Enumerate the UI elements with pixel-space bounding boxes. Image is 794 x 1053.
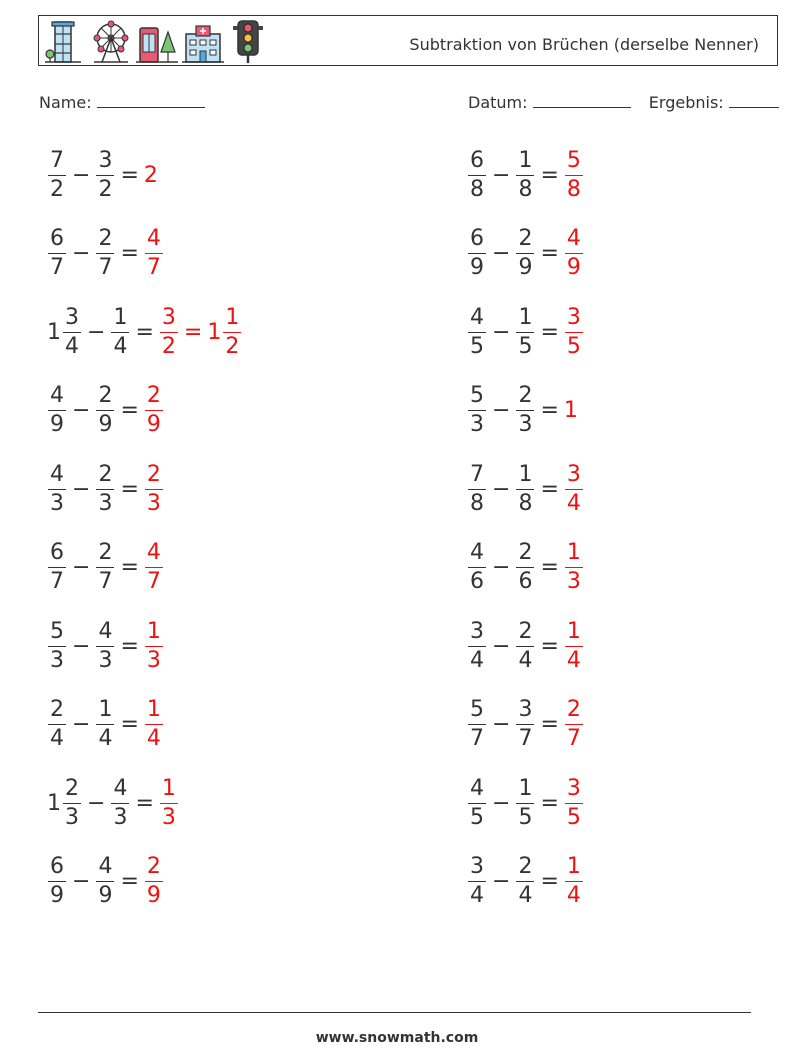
equals-sign: = xyxy=(120,241,139,266)
minus-sign: − xyxy=(492,398,511,423)
numerator: 6 xyxy=(470,226,484,251)
numerator: 1 xyxy=(566,854,581,879)
answer xyxy=(564,304,584,359)
minus-sign: − xyxy=(492,712,511,737)
problem-19 xyxy=(47,852,164,912)
denominator: 4 xyxy=(566,647,581,673)
denominator: 9 xyxy=(470,255,484,280)
answer xyxy=(564,542,584,593)
problem-7 xyxy=(47,381,164,441)
denominator: 4 xyxy=(65,333,79,359)
denominator: 4 xyxy=(566,490,581,516)
footer-url: www.snowmath.com xyxy=(315,1030,479,1046)
equals-sign: = xyxy=(183,319,203,345)
denominator: 7 xyxy=(146,569,161,594)
denominator: 9 xyxy=(566,255,581,280)
equals-sign: = xyxy=(120,162,139,188)
fraction xyxy=(145,228,163,279)
equals-sign: = xyxy=(120,869,139,894)
equals-sign: = xyxy=(540,712,559,737)
answer xyxy=(144,699,164,750)
fraction xyxy=(145,461,163,516)
minus-sign: − xyxy=(72,555,91,580)
denominator: 5 xyxy=(566,804,581,830)
equals-sign: = xyxy=(540,476,559,502)
numerator: 3 xyxy=(98,147,113,173)
fraction xyxy=(96,385,114,436)
numerator: 2 xyxy=(98,461,113,487)
answer xyxy=(159,775,179,830)
minus-sign: − xyxy=(72,869,91,894)
answer xyxy=(564,461,584,516)
fraction xyxy=(96,699,114,750)
numerator: 2 xyxy=(98,383,113,408)
fraction xyxy=(468,856,486,907)
numerator: 1 xyxy=(518,147,533,173)
denominator: 6 xyxy=(470,569,484,594)
integer-value: 1 xyxy=(563,398,578,423)
numerator: 4 xyxy=(470,540,484,565)
numerator: 5 xyxy=(566,147,581,173)
whole-number: 1 xyxy=(47,319,61,345)
numerator: 4 xyxy=(113,775,128,801)
fraction xyxy=(96,542,114,593)
fraction xyxy=(96,461,114,516)
fraction xyxy=(516,542,534,593)
minus-sign: − xyxy=(72,476,91,502)
fraction xyxy=(48,385,66,436)
numerator: 4 xyxy=(566,226,581,251)
numerator: 1 xyxy=(518,461,533,487)
equals-sign: = xyxy=(540,162,559,188)
numerator: 4 xyxy=(98,618,113,644)
numerator: 2 xyxy=(50,697,64,722)
fraction xyxy=(565,699,583,750)
denominator: 3 xyxy=(113,804,128,830)
fraction xyxy=(63,304,81,359)
answer xyxy=(159,304,179,359)
numerator: 4 xyxy=(98,854,113,879)
equals-sign: = xyxy=(540,241,559,266)
minus-sign: − xyxy=(72,241,91,266)
numerator: 2 xyxy=(566,697,581,722)
denominator: 3 xyxy=(98,490,113,516)
numerator: 4 xyxy=(146,540,161,565)
denominator: 7 xyxy=(566,726,581,751)
denominator: 3 xyxy=(566,569,581,594)
fraction xyxy=(145,699,163,750)
numerator: 2 xyxy=(146,461,161,487)
denominator: 3 xyxy=(518,412,533,437)
denominator: 9 xyxy=(98,883,113,908)
fraction xyxy=(565,147,583,202)
answer xyxy=(564,228,584,279)
denominator: 8 xyxy=(470,176,484,202)
denominator: 6 xyxy=(518,569,533,594)
numerator: 2 xyxy=(518,618,533,644)
fraction xyxy=(468,461,486,516)
numerator: 2 xyxy=(65,775,79,801)
numerator: 7 xyxy=(470,461,484,487)
numerator: 1 xyxy=(518,304,533,330)
fraction xyxy=(48,699,66,750)
numerator: 3 xyxy=(161,304,176,330)
minus-sign: − xyxy=(72,398,91,423)
problem-9 xyxy=(47,459,164,519)
answer xyxy=(144,461,164,516)
answer xyxy=(564,618,584,673)
fraction xyxy=(516,461,534,516)
denominator: 8 xyxy=(518,490,533,516)
numerator: 3 xyxy=(566,775,581,801)
denominator: 3 xyxy=(146,647,161,673)
equals-sign: = xyxy=(540,790,559,816)
minus-sign: − xyxy=(492,319,511,345)
fraction xyxy=(516,147,534,202)
fraction xyxy=(565,461,583,516)
numerator: 6 xyxy=(470,147,484,173)
numerator: 3 xyxy=(566,461,581,487)
fraction xyxy=(111,304,129,359)
numerator: 5 xyxy=(470,383,484,408)
numerator: 2 xyxy=(518,540,533,565)
name-label: Name: xyxy=(39,93,92,112)
equals-sign: = xyxy=(120,476,139,502)
numerator: 1 xyxy=(566,618,581,644)
fraction xyxy=(145,856,163,907)
footer-divider xyxy=(38,1012,751,1013)
fraction xyxy=(48,228,66,279)
numerator: 6 xyxy=(50,540,64,565)
fraction xyxy=(565,618,583,673)
minus-sign: − xyxy=(72,633,91,659)
numerator: 5 xyxy=(50,618,64,644)
numerator: 3 xyxy=(470,854,484,879)
fraction xyxy=(111,775,129,830)
fraction xyxy=(160,304,178,359)
denominator: 4 xyxy=(518,647,533,673)
denominator: 4 xyxy=(98,726,113,751)
ferris-wheel-icon xyxy=(90,20,132,64)
problem-17 xyxy=(47,773,179,833)
numerator: 4 xyxy=(50,383,64,408)
equals-sign: = xyxy=(135,790,154,816)
equals-sign: = xyxy=(540,555,559,580)
score-label: Ergebnis: xyxy=(648,93,724,112)
numerator: 1 xyxy=(146,618,161,644)
fraction xyxy=(468,385,486,436)
answer xyxy=(564,699,584,750)
denominator: 9 xyxy=(518,255,533,280)
numerator: 2 xyxy=(146,854,161,879)
name-field xyxy=(39,93,205,112)
score-blank xyxy=(729,93,779,108)
fraction xyxy=(468,147,486,202)
worksheet-header xyxy=(38,15,778,66)
denominator: 3 xyxy=(50,647,64,673)
problem-2 xyxy=(467,145,584,205)
problem-16 xyxy=(467,695,584,755)
whole-number: 1 xyxy=(207,319,222,345)
fraction xyxy=(96,856,114,907)
problem-15 xyxy=(47,695,164,755)
denominator: 2 xyxy=(50,176,64,202)
denominator: 4 xyxy=(113,333,128,359)
fraction xyxy=(145,385,163,436)
fraction xyxy=(516,385,534,436)
denominator: 2 xyxy=(161,333,176,359)
numerator: 2 xyxy=(518,383,533,408)
denominator: 4 xyxy=(50,726,64,751)
minus-sign: − xyxy=(492,241,511,266)
minus-sign: − xyxy=(492,790,511,816)
numerator: 1 xyxy=(146,697,161,722)
equals-sign: = xyxy=(135,319,154,345)
minus-sign: − xyxy=(492,162,511,188)
office-building-icon xyxy=(45,20,85,64)
equals-sign: = xyxy=(540,869,559,894)
fraction xyxy=(468,304,486,359)
numerator: 5 xyxy=(470,697,484,722)
date-label: Datum: xyxy=(468,93,528,112)
fraction xyxy=(516,775,534,830)
minus-sign: − xyxy=(87,319,106,345)
problem-10 xyxy=(467,459,584,519)
name-blank xyxy=(97,93,205,108)
problem-20 xyxy=(467,852,584,912)
traffic-light-icon xyxy=(230,20,266,64)
problem-11 xyxy=(47,538,164,598)
hospital-icon xyxy=(182,20,224,64)
numerator: 1 xyxy=(113,304,128,330)
minus-sign: − xyxy=(492,555,511,580)
problem-6 xyxy=(467,302,584,362)
denominator: 7 xyxy=(50,569,64,594)
denominator: 9 xyxy=(146,883,161,908)
fraction xyxy=(565,542,583,593)
problem-13 xyxy=(47,616,164,676)
numerator: 1 xyxy=(518,775,533,801)
denominator: 5 xyxy=(470,333,484,359)
problem-5 xyxy=(47,302,242,362)
problem-4 xyxy=(467,224,584,284)
numerator: 3 xyxy=(518,697,533,722)
minus-sign: − xyxy=(72,712,91,737)
fraction xyxy=(516,618,534,673)
equals-sign: = xyxy=(120,555,139,580)
minus-sign: − xyxy=(492,633,511,659)
fraction xyxy=(48,618,66,673)
denominator: 8 xyxy=(470,490,484,516)
denominator: 7 xyxy=(50,255,64,280)
answer xyxy=(564,398,578,423)
phone-booth-icon xyxy=(136,20,178,64)
denominator: 3 xyxy=(161,804,176,830)
numerator: 1 xyxy=(225,304,240,330)
denominator: 9 xyxy=(50,412,64,437)
denominator: 5 xyxy=(518,804,533,830)
numerator: 4 xyxy=(50,461,64,487)
problem-18 xyxy=(467,773,584,833)
equals-sign: = xyxy=(120,633,139,659)
equals-sign: = xyxy=(540,633,559,659)
fraction xyxy=(468,228,486,279)
minus-sign: − xyxy=(87,790,106,816)
numerator: 6 xyxy=(50,854,64,879)
denominator: 2 xyxy=(225,333,240,359)
problem-1 xyxy=(47,145,158,205)
fraction xyxy=(516,856,534,907)
denominator: 4 xyxy=(518,883,533,908)
numerator: 2 xyxy=(518,854,533,879)
numerator: 1 xyxy=(566,540,581,565)
denominator: 4 xyxy=(566,883,581,908)
equals-sign: = xyxy=(120,712,139,737)
numerator: 2 xyxy=(518,226,533,251)
answer xyxy=(144,163,158,188)
numerator: 7 xyxy=(50,147,64,173)
fraction xyxy=(63,775,81,830)
denominator: 5 xyxy=(566,333,581,359)
whole-number: 1 xyxy=(47,790,61,816)
denominator: 9 xyxy=(50,883,64,908)
fraction xyxy=(468,699,486,750)
fraction xyxy=(468,618,486,673)
fraction xyxy=(565,856,583,907)
denominator: 9 xyxy=(146,412,161,437)
date-score-fields xyxy=(468,93,779,112)
numerator: 6 xyxy=(50,226,64,251)
numerator: 2 xyxy=(146,383,161,408)
fraction xyxy=(468,542,486,593)
denominator: 7 xyxy=(98,255,113,280)
minus-sign: − xyxy=(72,162,91,188)
equals-sign: = xyxy=(540,398,559,423)
denominator: 3 xyxy=(65,804,79,830)
fraction xyxy=(96,618,114,673)
answer xyxy=(564,775,584,830)
denominator: 3 xyxy=(50,490,64,516)
fraction xyxy=(565,228,583,279)
fraction xyxy=(96,228,114,279)
worksheet-title: Subtraktion von Brüchen (derselbe Nenner) xyxy=(409,35,759,54)
equals-sign: = xyxy=(540,319,559,345)
answer xyxy=(564,147,584,202)
denominator: 7 xyxy=(470,726,484,751)
denominator: 2 xyxy=(98,176,113,202)
denominator: 5 xyxy=(470,804,484,830)
fraction xyxy=(565,775,583,830)
denominator: 3 xyxy=(146,490,161,516)
fraction xyxy=(516,304,534,359)
denominator: 3 xyxy=(98,647,113,673)
fraction xyxy=(223,304,241,359)
numerator: 4 xyxy=(470,304,484,330)
answer xyxy=(144,542,164,593)
fraction xyxy=(48,461,66,516)
integer-value: 2 xyxy=(143,162,158,188)
numerator: 1 xyxy=(161,775,176,801)
answer xyxy=(144,856,164,907)
numerator: 2 xyxy=(98,540,113,565)
numerator: 4 xyxy=(146,226,161,251)
numerator: 4 xyxy=(470,775,484,801)
fraction xyxy=(145,542,163,593)
fraction xyxy=(48,542,66,593)
problem-14 xyxy=(467,616,584,676)
numerator: 3 xyxy=(65,304,79,330)
answer-mixed xyxy=(207,304,242,359)
denominator: 7 xyxy=(98,569,113,594)
equals-sign: = xyxy=(120,398,139,423)
answer xyxy=(564,856,584,907)
numerator: 1 xyxy=(98,697,113,722)
fraction xyxy=(145,618,163,673)
numerator: 3 xyxy=(470,618,484,644)
answer xyxy=(144,618,164,673)
denominator: 8 xyxy=(518,176,533,202)
problem-8 xyxy=(467,381,578,441)
date-blank xyxy=(533,93,631,108)
denominator: 9 xyxy=(98,412,113,437)
answer xyxy=(144,385,164,436)
denominator: 7 xyxy=(146,255,161,280)
numerator: 3 xyxy=(566,304,581,330)
denominator: 4 xyxy=(470,647,484,673)
minus-sign: − xyxy=(492,869,511,894)
answer xyxy=(144,228,164,279)
denominator: 4 xyxy=(470,883,484,908)
numerator: 2 xyxy=(98,226,113,251)
fraction xyxy=(48,147,66,202)
minus-sign: − xyxy=(492,476,511,502)
denominator: 7 xyxy=(518,726,533,751)
fraction xyxy=(96,147,114,202)
fraction xyxy=(516,699,534,750)
fraction xyxy=(565,304,583,359)
denominator: 8 xyxy=(566,176,581,202)
problem-12 xyxy=(467,538,584,598)
denominator: 3 xyxy=(470,412,484,437)
denominator: 5 xyxy=(518,333,533,359)
fraction xyxy=(468,775,486,830)
fraction xyxy=(516,228,534,279)
fraction xyxy=(160,775,178,830)
fraction xyxy=(48,856,66,907)
denominator: 4 xyxy=(146,726,161,751)
problem-3 xyxy=(47,224,164,284)
